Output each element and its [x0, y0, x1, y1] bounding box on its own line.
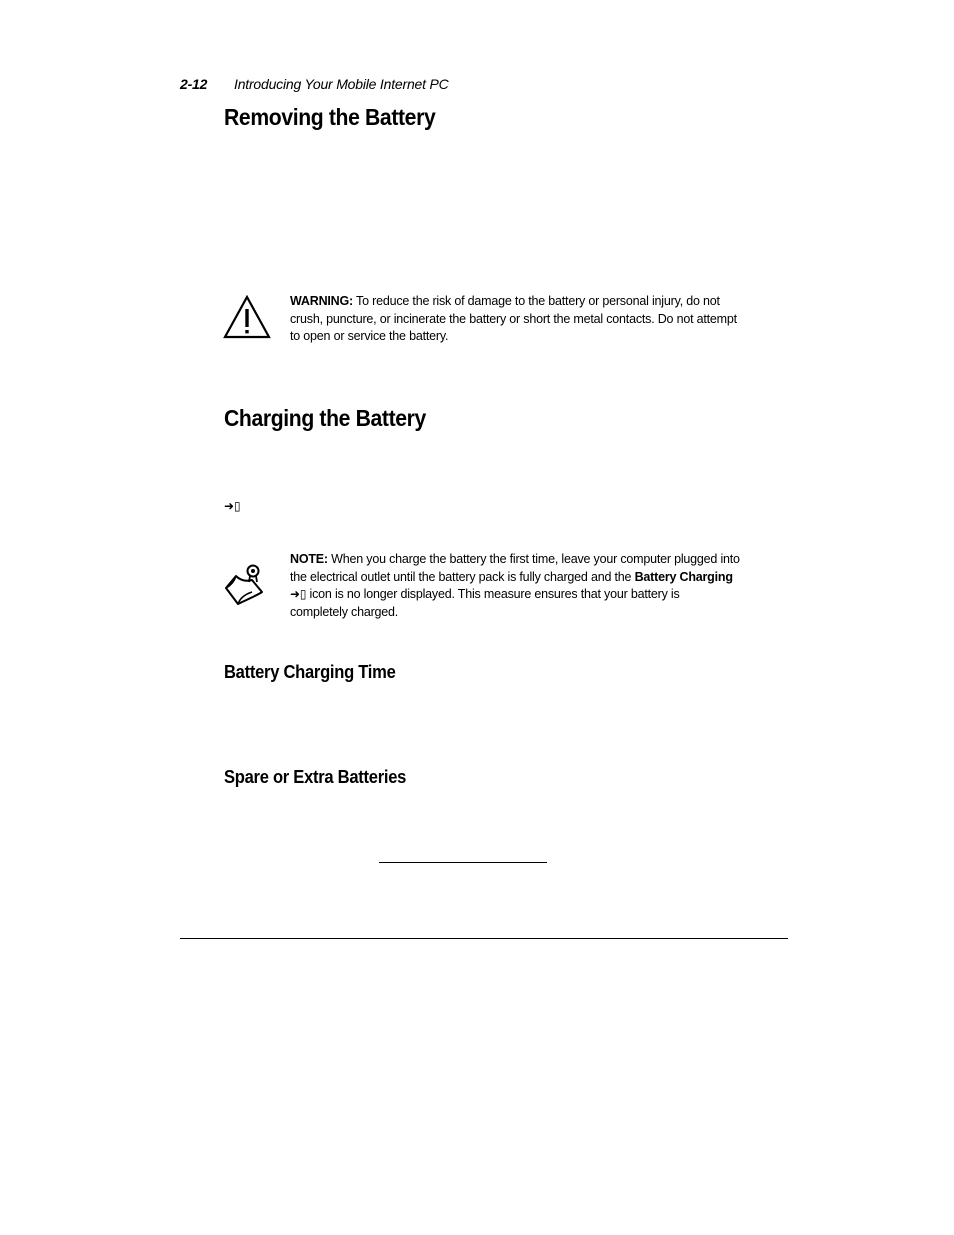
subheading-charging-time: Battery Charging Time	[224, 662, 396, 682]
warning-triangle-icon	[223, 295, 271, 339]
battery-charging-icon-inline: ➜▯	[290, 587, 307, 601]
note-bold-term: Battery Charging	[634, 569, 733, 584]
footer-rule	[180, 938, 788, 939]
link-underline	[379, 862, 547, 863]
note-body-start: When you charge the battery the first time, leave your computer plugged into the electrical outlet until the battery pack is fully charged and the	[290, 552, 740, 584]
warning-text	[290, 293, 740, 346]
battery-charging-icon: ➜▯	[224, 499, 241, 513]
subheading-spare-batteries: Spare or Extra Batteries	[224, 767, 407, 787]
note-body-end: icon is no longer displayed. This measure ensures that your battery is completely charged.	[290, 587, 680, 619]
chapter-title: Introducing Your Mobile Internet PC	[234, 76, 449, 92]
note-pad-icon	[222, 562, 266, 606]
heading-charging-battery: Charging the Battery	[224, 405, 426, 431]
note-label: NOTE:	[290, 552, 328, 566]
warning-label: WARNING:	[290, 294, 353, 308]
running-header	[180, 76, 449, 92]
warning-body: To reduce the risk of damage to the battery or personal injury, do not crush, puncture, or incinerate the battery or short the metal contacts. Do not attempt to open or service the battery.	[290, 294, 737, 343]
page-number: 2-12	[180, 76, 208, 92]
note-text	[290, 551, 740, 621]
heading-removing-battery: Removing the Battery	[224, 104, 436, 130]
